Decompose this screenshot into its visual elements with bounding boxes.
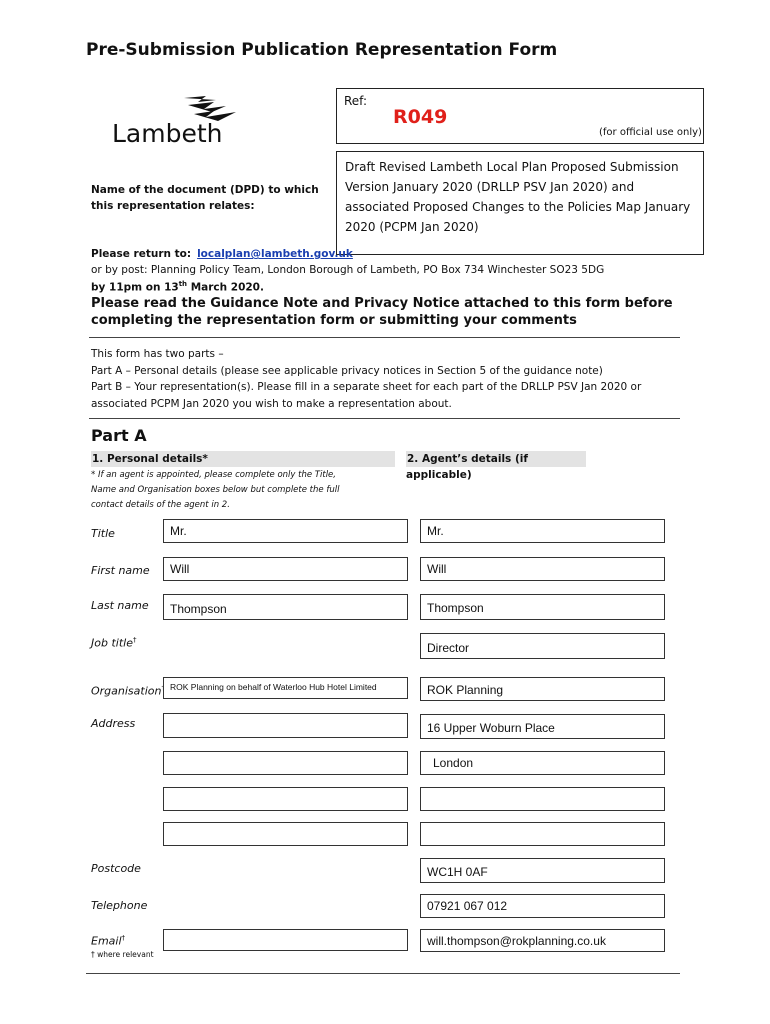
deadline: [91, 280, 264, 294]
personal-address-line-2[interactable]: [163, 751, 408, 775]
guidance-notice: Please read the Guidance Note and Privacy Notice attached to this form before completing the representation form or submitting your comments: [91, 296, 673, 328]
organisation-label-text: Organisation: [91, 684, 162, 698]
address-label: Address: [91, 717, 136, 730]
organisation-label: [91, 684, 165, 698]
ref-value: R049: [393, 106, 448, 128]
ref-label: Ref:: [344, 94, 368, 108]
title-label: Title: [91, 527, 115, 540]
dagger-mark: †: [132, 636, 137, 644]
agent-title-field[interactable]: Mr.: [420, 519, 665, 543]
email-label-text: Email: [91, 934, 122, 948]
agent-address-line-4[interactable]: [420, 822, 665, 846]
last-name-label: Last name: [91, 599, 149, 612]
dagger-mark: †: [121, 934, 126, 942]
agent-organisation-field[interactable]: ROK Planning: [420, 677, 665, 701]
job-title-label-text: Job title: [91, 636, 133, 650]
postcode-label: Postcode: [91, 862, 141, 875]
first-name-label: First name: [91, 564, 150, 577]
personal-address-line-1[interactable]: [163, 713, 408, 738]
divider: [89, 418, 680, 419]
page-title: Pre-Submission Publication Representation Form: [86, 40, 558, 60]
personal-address-line-3[interactable]: [163, 787, 408, 811]
agent-address-line-1[interactable]: 16 Upper Woburn Place: [420, 714, 665, 739]
part-b-description: Part B – Your representation(s). Please fill in a separate sheet for each part of the DRLLP PSV Jan 2020 or associated PCPM Jan 2020 you wish to make a representation about.: [91, 381, 642, 410]
agent-address-line-2[interactable]: London: [420, 751, 665, 775]
agent-first-name-field[interactable]: Will: [420, 557, 665, 581]
agent-address-line-3[interactable]: [420, 787, 665, 811]
parts-intro: This form has two parts –: [91, 348, 224, 360]
job-title-label: [91, 636, 136, 650]
personal-details-heading: [91, 451, 395, 467]
parts-description: [91, 346, 691, 412]
personal-address-line-4[interactable]: [163, 822, 408, 846]
agent-last-name-field[interactable]: Thompson: [420, 594, 665, 620]
agent-postcode-field[interactable]: WC1H 0AF: [420, 858, 665, 883]
personal-details-label: 1. Personal details*: [92, 453, 208, 465]
deadline-post: March 2020.: [187, 281, 264, 294]
document-name-label: Name of the document (DPD) to which this representation relates:: [91, 184, 319, 212]
post-address: or by post: Planning Policy Team, London Borough of Lambeth, PO Box 734 Winchester SO23 5DG: [91, 264, 605, 276]
official-use-note: (for official use only): [599, 127, 702, 138]
telephone-label: Telephone: [91, 899, 148, 912]
personal-organisation-field[interactable]: ROK Planning on behalf of Waterloo Hub Hotel Limited: [163, 677, 408, 699]
personal-first-name-field[interactable]: Will: [163, 557, 408, 581]
document-name-value: Draft Revised Lambeth Local Plan Proposed Submission Version January 2020 (DRLLP PSV Jan 2020) and associated Proposed Changes to the Policies Map January 2020 (PCPM Jan 2020): [345, 160, 691, 234]
return-label: Please return to:: [91, 248, 192, 260]
return-email-link[interactable]: localplan@lambeth.gov.uk: [197, 248, 353, 260]
return-line: [91, 248, 353, 260]
agent-details-label: 2. Agent’s details (if applicable): [406, 453, 528, 481]
footnote: † where relevant: [91, 950, 154, 959]
personal-last-name-field[interactable]: Thompson: [163, 594, 408, 620]
lambeth-logo: [86, 90, 246, 160]
part-a-heading: Part A: [91, 426, 147, 445]
email-label: [91, 934, 125, 948]
divider: [86, 973, 680, 974]
part-a-description: Part A – Personal details (please see applicable privacy notices in Section 5 of the guidance note): [91, 364, 603, 377]
agent-telephone-field[interactable]: 07921 067 012: [420, 894, 665, 918]
personal-email-field[interactable]: [163, 929, 408, 951]
personal-title-field[interactable]: Mr.: [163, 519, 408, 543]
divider: [89, 337, 680, 338]
deadline-sup: th: [178, 280, 188, 288]
agent-note: * If an agent is appointed, please complete only the Title, Name and Organisation boxes below but complete the full contact details of the agent in 2.: [91, 470, 340, 510]
agent-details-heading: [406, 451, 586, 481]
deadline-pre: by 11pm on 13: [91, 281, 179, 294]
agent-email-field[interactable]: will.thompson@rokplanning.co.uk: [420, 929, 665, 952]
svg-text:Lambeth: Lambeth: [112, 119, 223, 148]
lambeth-logo-icon: [86, 90, 246, 160]
agent-job-title-field[interactable]: Director: [420, 633, 665, 659]
